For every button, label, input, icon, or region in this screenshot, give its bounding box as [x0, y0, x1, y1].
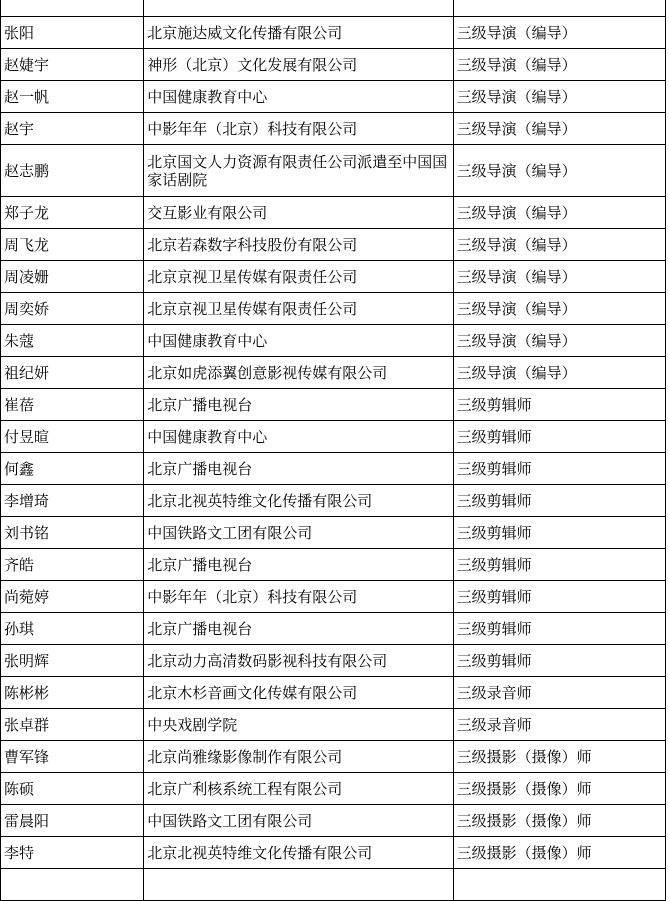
name-cell: 赵一帆 [1, 81, 144, 113]
organization-cell: 北京如虎添翼创意影视传媒有限公司 [144, 357, 453, 389]
name-cell: 周飞龙 [1, 229, 144, 261]
organization-cell: 北京木杉音画文化传媒有限公司 [144, 677, 453, 709]
job-title-cell: 三级录音师 [453, 709, 665, 741]
job-title-cell: 三级摄影（摄像）师 [453, 741, 665, 773]
table-row [1, 517, 666, 549]
job-title-cell: 三级录音师 [453, 677, 665, 709]
name-cell: 张卓群 [1, 709, 144, 741]
organization-cell: 北京广利核系统工程有限公司 [144, 773, 453, 805]
name-cell: 何鑫 [1, 453, 144, 485]
job-title-cell: 三级导演（编导） [453, 49, 665, 81]
organization-cell: 北京广播电视台 [144, 453, 453, 485]
organization-cell [144, 869, 453, 901]
name-cell [1, 0, 144, 17]
organization-cell: 北京动力高清数码影视科技有限公司 [144, 645, 453, 677]
name-cell: 周奕娇 [1, 293, 144, 325]
job-title-cell: 三级导演（编导） [453, 293, 665, 325]
table-row [1, 0, 666, 17]
table-row [1, 357, 666, 389]
organization-cell: 中国铁路文工团有限公司 [144, 805, 453, 837]
table-row [1, 805, 666, 837]
organization-cell: 神形（北京）文化发展有限公司 [144, 49, 453, 81]
name-cell: 付昱暄 [1, 421, 144, 453]
table-row [1, 261, 666, 293]
job-title-cell: 三级剪辑师 [453, 389, 665, 421]
name-cell: 崔蓓 [1, 389, 144, 421]
organization-cell: 北京尚雅缘影像制作有限公司 [144, 741, 453, 773]
job-title-cell: 三级导演（编导） [453, 325, 665, 357]
table-row [1, 145, 666, 197]
personnel-table-body [1, 0, 666, 901]
name-cell: 孙琪 [1, 613, 144, 645]
organization-cell: 北京若森数字科技股份有限公司 [144, 229, 453, 261]
job-title-cell: 三级导演（编导） [453, 197, 665, 229]
name-cell: 李增琦 [1, 485, 144, 517]
name-cell: 赵婕宇 [1, 49, 144, 81]
table-row [1, 293, 666, 325]
table-row [1, 549, 666, 581]
name-cell: 雷晨阳 [1, 805, 144, 837]
name-cell: 陈彬彬 [1, 677, 144, 709]
table-row [1, 81, 666, 113]
name-cell: 齐皓 [1, 549, 144, 581]
organization-cell: 北京北视英特维文化传播有限公司 [144, 837, 453, 869]
job-title-cell: 三级导演（编导） [453, 81, 665, 113]
job-title-cell: 三级摄影（摄像）师 [453, 773, 665, 805]
table-row [1, 113, 666, 145]
table-row [1, 581, 666, 613]
name-cell [1, 869, 144, 901]
name-cell: 张明辉 [1, 645, 144, 677]
table-row [1, 485, 666, 517]
job-title-cell: 三级摄影（摄像）师 [453, 805, 665, 837]
table-row [1, 421, 666, 453]
organization-cell: 北京广播电视台 [144, 549, 453, 581]
name-cell: 朱蔻 [1, 325, 144, 357]
job-title-cell: 三级导演（编导） [453, 113, 665, 145]
table-row [1, 49, 666, 81]
job-title-cell: 三级剪辑师 [453, 485, 665, 517]
job-title-cell [453, 869, 665, 901]
organization-cell: 北京京视卫星传媒有限责任公司 [144, 261, 453, 293]
name-cell: 张阳 [1, 17, 144, 49]
organization-cell: 北京国文人力资源有限责任公司派遣至中国国家话剧院 [144, 145, 453, 197]
job-title-cell: 三级剪辑师 [453, 453, 665, 485]
job-title-cell: 三级剪辑师 [453, 613, 665, 645]
table-row [1, 325, 666, 357]
table-row [1, 869, 666, 901]
organization-cell: 北京京视卫星传媒有限责任公司 [144, 293, 453, 325]
organization-cell: 中国健康教育中心 [144, 421, 453, 453]
organization-cell: 中影年年（北京）科技有限公司 [144, 113, 453, 145]
table-row [1, 17, 666, 49]
name-cell: 赵志鹏 [1, 145, 144, 197]
job-title-cell: 三级摄影（摄像）师 [453, 837, 665, 869]
organization-cell: 中国铁路文工团有限公司 [144, 517, 453, 549]
organization-cell: 中影年年（北京）科技有限公司 [144, 581, 453, 613]
table-row [1, 741, 666, 773]
organization-cell: 北京广播电视台 [144, 389, 453, 421]
organization-cell: 中国健康教育中心 [144, 325, 453, 357]
table-row [1, 709, 666, 741]
name-cell: 郑子龙 [1, 197, 144, 229]
job-title-cell: 三级剪辑师 [453, 549, 665, 581]
name-cell: 刘书铭 [1, 517, 144, 549]
job-title-cell: 三级导演（编导） [453, 17, 665, 49]
table-row [1, 389, 666, 421]
name-cell: 李特 [1, 837, 144, 869]
table-row [1, 613, 666, 645]
job-title-cell: 三级剪辑师 [453, 517, 665, 549]
name-cell: 周凌姗 [1, 261, 144, 293]
organization-cell: 中国健康教育中心 [144, 81, 453, 113]
job-title-cell: 三级导演（编导） [453, 145, 665, 197]
table-row [1, 453, 666, 485]
table-row [1, 773, 666, 805]
job-title-cell: 三级剪辑师 [453, 421, 665, 453]
job-title-cell: 三级导演（编导） [453, 229, 665, 261]
organization-cell: 北京施达威文化传播有限公司 [144, 17, 453, 49]
name-cell: 赵宇 [1, 113, 144, 145]
table-row [1, 229, 666, 261]
job-title-cell: 三级剪辑师 [453, 645, 665, 677]
name-cell: 陈硕 [1, 773, 144, 805]
table-row [1, 197, 666, 229]
table-row [1, 837, 666, 869]
name-cell: 尚菀婷 [1, 581, 144, 613]
organization-cell [144, 0, 453, 17]
organization-cell: 北京北视英特维文化传播有限公司 [144, 485, 453, 517]
name-cell: 祖纪妍 [1, 357, 144, 389]
job-title-cell [453, 0, 665, 17]
job-title-cell: 三级剪辑师 [453, 581, 665, 613]
organization-cell: 中央戏剧学院 [144, 709, 453, 741]
table-row [1, 677, 666, 709]
job-title-cell: 三级导演（编导） [453, 357, 665, 389]
name-cell: 曹军锋 [1, 741, 144, 773]
table-row [1, 645, 666, 677]
job-title-cell: 三级导演（编导） [453, 261, 665, 293]
organization-cell: 交互影业有限公司 [144, 197, 453, 229]
organization-cell: 北京广播电视台 [144, 613, 453, 645]
